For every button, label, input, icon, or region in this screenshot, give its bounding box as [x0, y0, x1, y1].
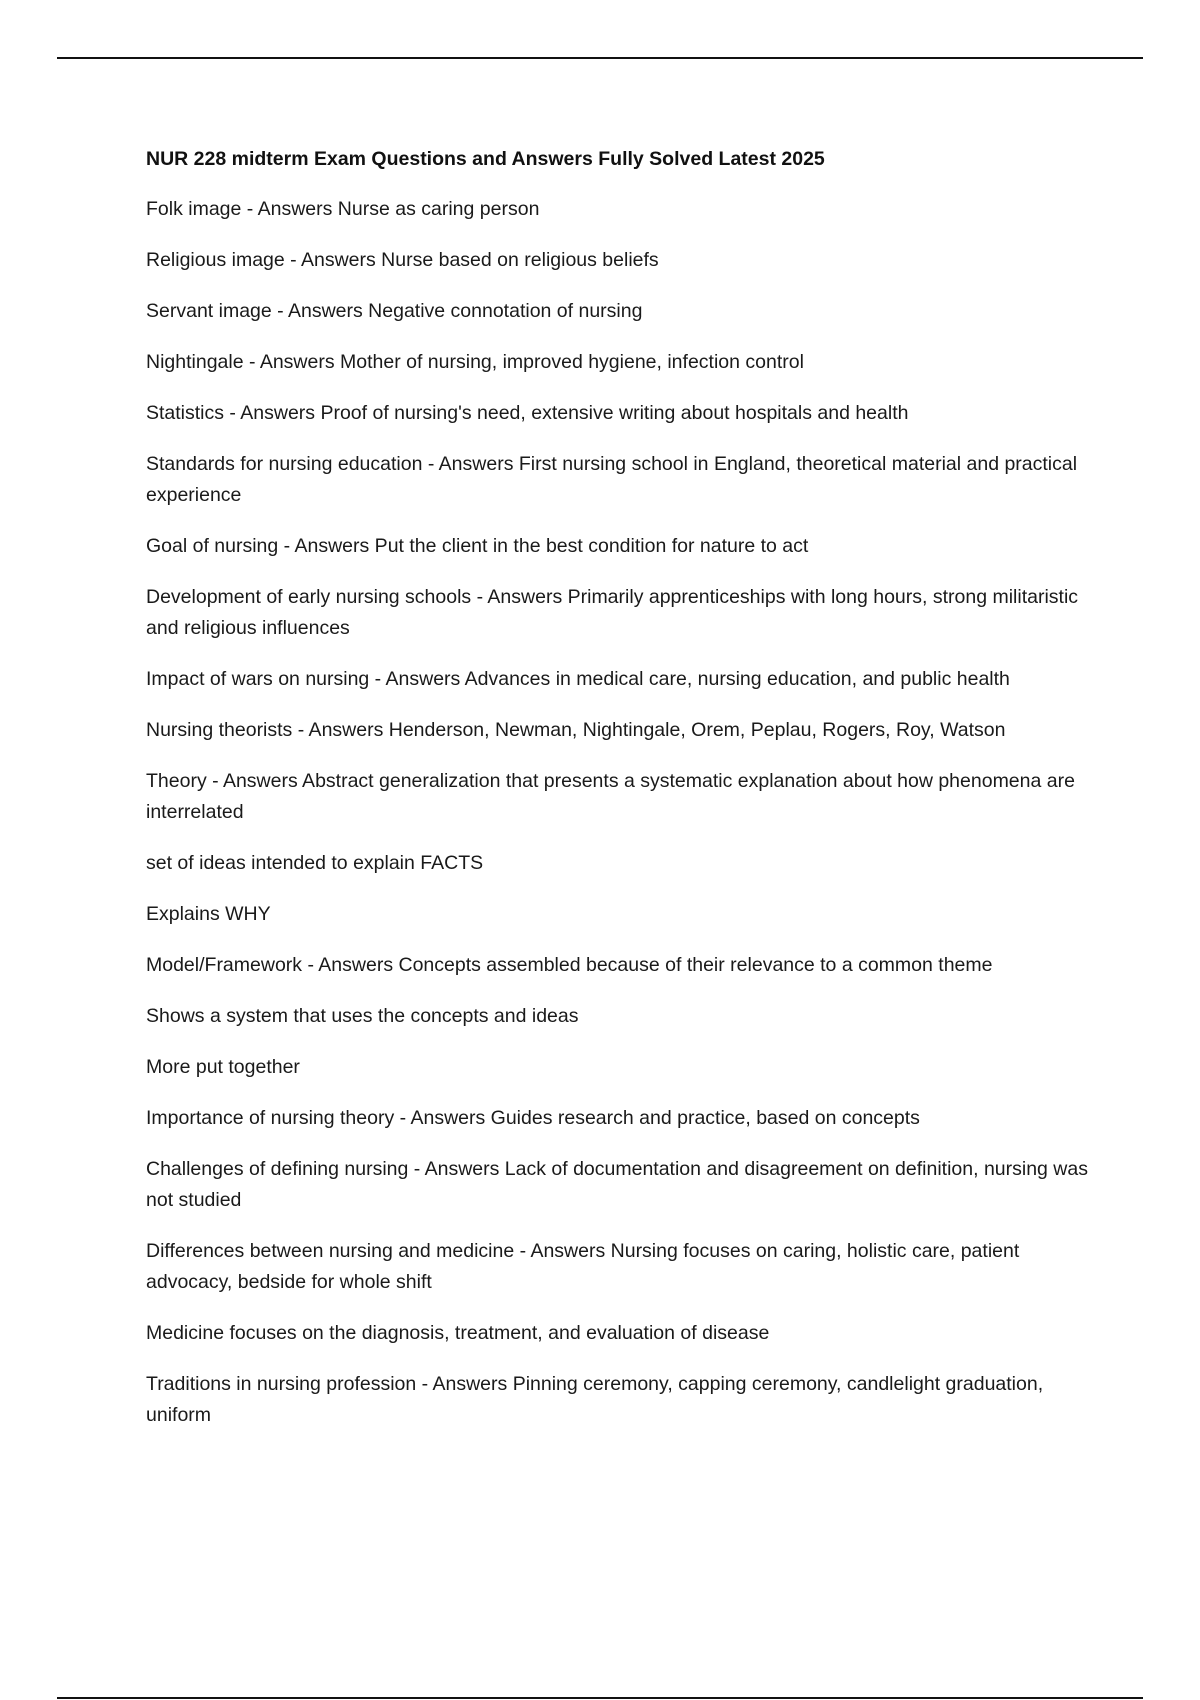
- qa-line-medicine-focus: Medicine focuses on the diagnosis, treatment, and evaluation of disease: [146, 1322, 770, 1344]
- qa-line-religious-image: Religious image - Answers Nurse based on religious beliefs: [146, 249, 659, 271]
- qa-line-standards-education: Standards for nursing education - Answers First nursing school in England, theoretical material and practical experience: [146, 453, 1078, 506]
- qa-line-traditions: Traditions in nursing profession - Answers Pinning ceremony, capping ceremony, candlelight graduation, uniform: [146, 1373, 1044, 1426]
- qa-line-challenges-defining: Challenges of defining nursing - Answers Lack of documentation and disagreement on definition, nursing was not studied: [146, 1158, 1088, 1211]
- qa-line-nightingale: Nightingale - Answers Mother of nursing, improved hygiene, infection control: [146, 351, 804, 373]
- qa-line-servant-image: Servant image - Answers Negative connotation of nursing: [146, 300, 643, 322]
- qa-line-importance-theory: Importance of nursing theory - Answers Guides research and practice, based on concepts: [146, 1107, 920, 1129]
- document-body: [146, 144, 1096, 1451]
- qa-line-statistics: Statistics - Answers Proof of nursing's need, extensive writing about hospitals and health: [146, 402, 909, 424]
- qa-line-model-framework: Model/Framework - Answers Concepts assembled because of their relevance to a common theme: [146, 954, 993, 976]
- header-rule: [57, 57, 1143, 59]
- qa-line-model-system: Shows a system that uses the concepts and ideas: [146, 1005, 579, 1027]
- footer-rule: [57, 1697, 1143, 1699]
- qa-line-early-schools: Development of early nursing schools - Answers Primarily apprenticeships with long hours, strong militaristic and religious influences: [146, 586, 1079, 639]
- qa-line-model-together: More put together: [146, 1056, 300, 1078]
- qa-line-nursing-theorists: Nursing theorists - Answers Henderson, Newman, Nightingale, Orem, Peplau, Rogers, Roy, Watson: [146, 719, 1006, 741]
- qa-line-nursing-vs-medicine: Differences between nursing and medicine - Answers Nursing focuses on caring, holistic care, patient advocacy, bedside for whole shift: [146, 1240, 1020, 1293]
- qa-line-theory: Theory - Answers Abstract generalization that presents a systematic explanation about how phenomena are interrelated: [146, 770, 1075, 823]
- qa-line-goal-of-nursing: Goal of nursing - Answers Put the client in the best condition for nature to act: [146, 535, 809, 557]
- qa-line-theory-why: Explains WHY: [146, 903, 271, 925]
- qa-line-impact-of-wars: Impact of wars on nursing - Answers Advances in medical care, nursing education, and public health: [146, 668, 1010, 690]
- qa-line-theory-facts: set of ideas intended to explain FACTS: [146, 852, 484, 874]
- document-title: NUR 228 midterm Exam Questions and Answers Fully Solved Latest 2025: [146, 148, 825, 170]
- qa-line-folk-image: Folk image - Answers Nurse as caring person: [146, 198, 540, 220]
